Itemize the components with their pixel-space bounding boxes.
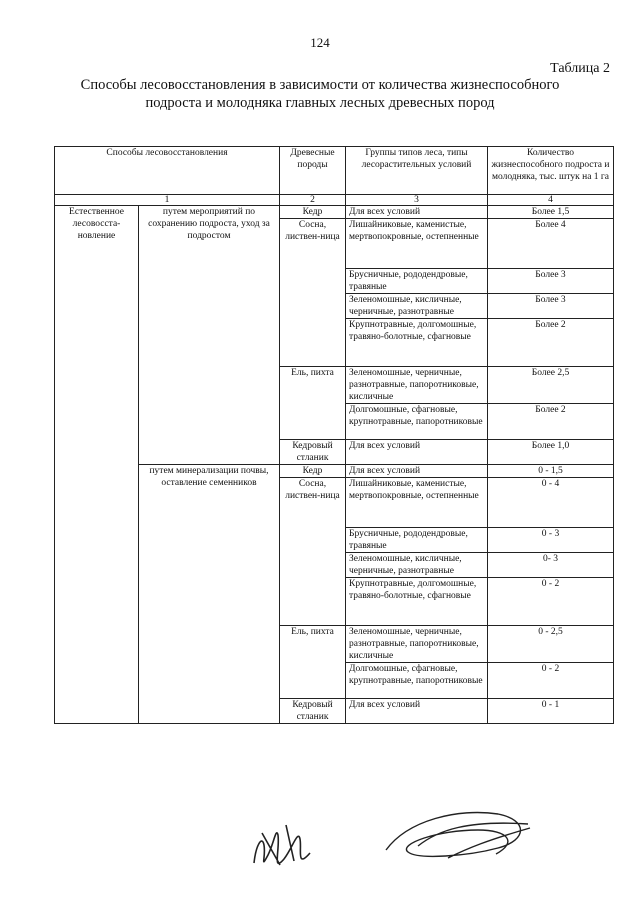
quantity-cell: 0 - 2: [488, 578, 614, 626]
conditions-cell: Зеленомошные, черничные, разнотравные, папоротниковые, кисличные: [346, 626, 488, 663]
header-species: Древесные породы: [280, 147, 346, 195]
header-conditions: Группы типов леса, типы лесорастительных условий: [346, 147, 488, 195]
conditions-cell: Зеленомошные, черничные, разнотравные, папоротниковые, кисличные: [346, 367, 488, 404]
conditions-cell: Для всех условий: [346, 440, 488, 465]
conditions-cell: Зеленомошные, кисличные, черничные, разнотравные: [346, 553, 488, 578]
quantity-cell: 0 - 4: [488, 478, 614, 528]
conditions-cell: Для всех условий: [346, 206, 488, 219]
quantity-cell: Более 2: [488, 319, 614, 367]
page-title: Способы лесовосстановления в зависимости от количества жизнеспособного подроста и молодняка главных лесных древесных пород: [80, 77, 560, 111]
quantity-cell: Более 1,5: [488, 206, 614, 219]
quantity-cell: 0- 3: [488, 553, 614, 578]
quantity-cell: Более 3: [488, 269, 614, 294]
quantity-cell: Более 2: [488, 404, 614, 440]
signature-1: [250, 815, 320, 877]
species-cell: Ель, пихта: [280, 626, 346, 699]
conditions-cell: Долгомошные, сфагновые, крупнотравные, папоротниковые: [346, 404, 488, 440]
quantity-cell: 0 - 1: [488, 699, 614, 724]
col-number-1: 1: [55, 195, 280, 206]
species-cell: Кедровый стланик: [280, 440, 346, 465]
header-methods: Способы лесовосстановления: [55, 147, 280, 195]
species-cell: Сосна, листвен-ница: [280, 219, 346, 367]
conditions-cell: Брусничные, рододендровые, травяные: [346, 528, 488, 553]
col-number-2: 2: [280, 195, 346, 206]
conditions-cell: Для всех условий: [346, 465, 488, 478]
conditions-cell: Крупнотравные, долгомошные, травяно-болотные, сфагновые: [346, 319, 488, 367]
species-cell: Кедр: [280, 206, 346, 219]
quantity-cell: 0 - 3: [488, 528, 614, 553]
quantity-cell: Более 3: [488, 294, 614, 319]
quantity-cell: 0 - 2,5: [488, 626, 614, 663]
method-cell: Естественное лесовосста-новление: [55, 206, 139, 724]
conditions-cell: Брусничные, рододендровые, травяные: [346, 269, 488, 294]
header-quantity: Количество жизнеспособного подроста и молодняка, тыс. штук на 1 га: [488, 147, 614, 195]
table-row: [55, 206, 614, 219]
conditions-cell: Крупнотравные, долгомошные, травяно-болотные, сфагновые: [346, 578, 488, 626]
quantity-cell: Более 1,0: [488, 440, 614, 465]
table-label: Таблица 2: [550, 61, 610, 76]
species-cell: Ель, пихта: [280, 367, 346, 440]
col-number-3: 3: [346, 195, 488, 206]
table-row: [55, 465, 614, 478]
conditions-cell: Долгомошные, сфагновые, крупнотравные, папоротниковые: [346, 663, 488, 699]
conditions-cell: Для всех условий: [346, 699, 488, 724]
quantity-cell: 0 - 1,5: [488, 465, 614, 478]
conditions-cell: Лишайниковые, каменистые, мертвопокровные, остепненные: [346, 219, 488, 269]
quantity-cell: Более 2,5: [488, 367, 614, 404]
signature-2: [378, 800, 538, 872]
species-cell: Кедровый стланик: [280, 699, 346, 724]
submethod-cell: путем мероприятий по сохранению подроста, уход за подростом: [139, 206, 280, 465]
submethod-cell: путем минерализации почвы, оставление семенников: [139, 465, 280, 724]
quantity-cell: 0 - 2: [488, 663, 614, 699]
species-cell: Сосна, листвен-ница: [280, 478, 346, 626]
conditions-cell: Лишайниковые, каменистые, мертвопокровные, остепненные: [346, 478, 488, 528]
quantity-cell: Более 4: [488, 219, 614, 269]
conditions-cell: Зеленомошные, кисличные, черничные, разнотравные: [346, 294, 488, 319]
species-cell: Кедр: [280, 465, 346, 478]
reforestation-table: [54, 146, 614, 724]
page-number: 124: [310, 35, 330, 50]
col-number-4: 4: [488, 195, 614, 206]
